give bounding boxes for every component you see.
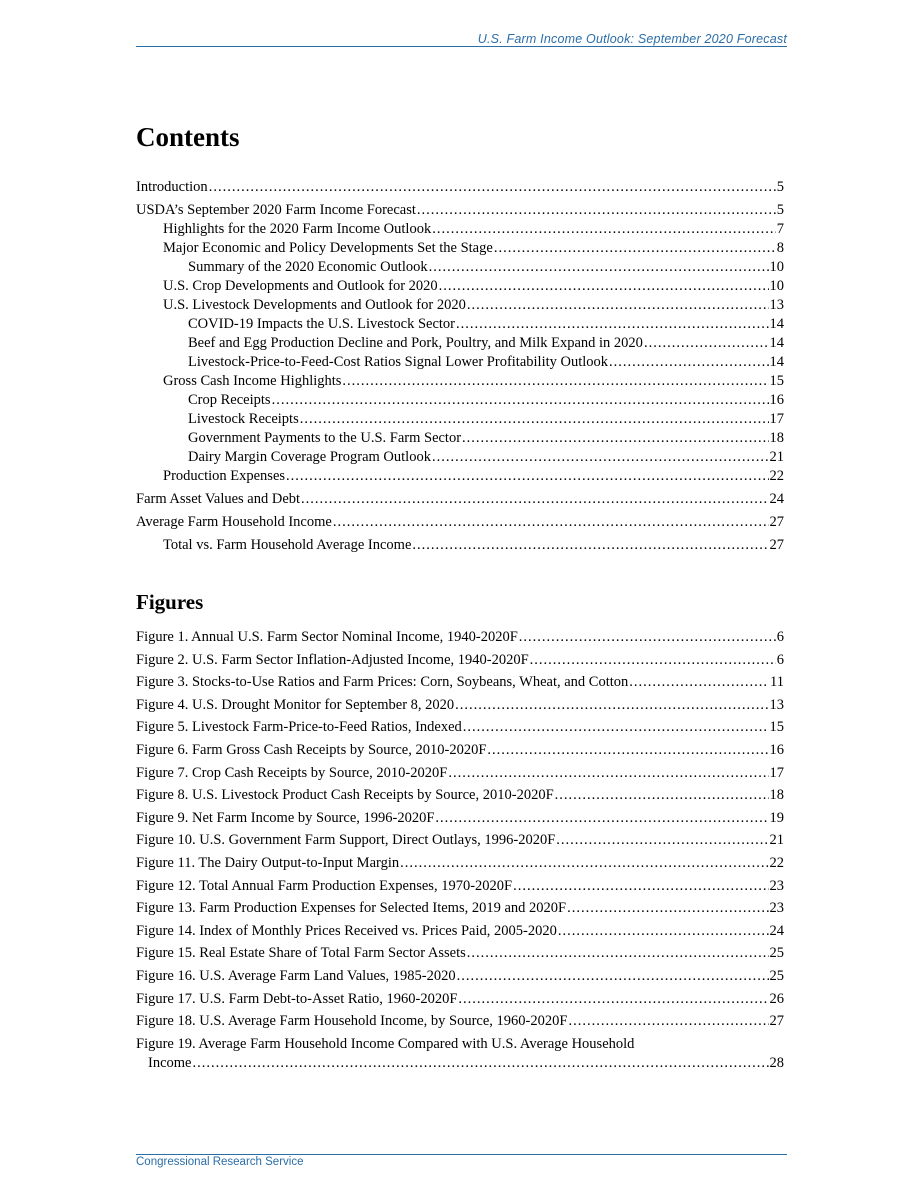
leader-dots (530, 651, 776, 670)
contents-heading: Contents (136, 122, 240, 152)
toc-entry-label: Crop Receipts (188, 392, 271, 408)
toc-entry-label: Livestock-Price-to-Feed-Cost Ratios Signal Lower Profitability Outlook (188, 354, 609, 370)
toc-page-number: 15 (769, 373, 784, 389)
toc-entry-label: Figure 16. U.S. Average Farm Land Values, 1985-2020 (136, 967, 456, 984)
leader-dots (457, 967, 769, 986)
leader-dots (412, 536, 768, 555)
toc-page-number: 14 (769, 354, 784, 370)
toc-page-number: 5 (776, 202, 784, 218)
toc-entry-label: Figure 7. Crop Cash Receipts by Source, 2010-2020F (136, 764, 448, 781)
toc-entry-label: Production Expenses (163, 468, 286, 484)
toc-entry-label: Figure 5. Livestock Farm-Price-to-Feed Ratios, Indexed (136, 719, 462, 736)
toc-page-number: 10 (769, 278, 784, 294)
toc-page-number: 26 (769, 990, 784, 1007)
toc-page-number: 25 (769, 945, 784, 962)
toc-page-number: 28 (769, 1054, 784, 1071)
toc-contents-entry[interactable] (136, 296, 784, 315)
toc-entry-label: COVID-19 Impacts the U.S. Livestock Sector (188, 316, 455, 332)
toc-entry-label: U.S. Livestock Developments and Outlook for 2020 (163, 297, 466, 313)
toc-figures-entry[interactable] (136, 741, 784, 760)
leader-dots (400, 854, 768, 873)
toc-contents-entry[interactable] (136, 178, 784, 197)
toc-page-number: 24 (769, 491, 784, 507)
toc-entry-label: Figure 17. U.S. Farm Debt-to-Asset Ratio, 1960-2020F (136, 990, 458, 1007)
leader-dots (192, 1054, 768, 1073)
toc-figures-entry[interactable] (136, 651, 784, 670)
leader-dots (286, 467, 768, 486)
toc-page-number: 17 (769, 764, 784, 781)
leader-dots (558, 922, 769, 941)
leader-dots (556, 831, 768, 850)
toc-entry-label: Summary of the 2020 Economic Outlook (188, 259, 428, 275)
toc-entry-label: Dairy Margin Coverage Program Outlook (188, 449, 431, 465)
toc-entry-label: Figure 9. Net Farm Income by Source, 1996-2020F (136, 809, 435, 826)
toc-figures-entry[interactable] (136, 967, 784, 986)
toc-contents-entry[interactable] (136, 467, 784, 486)
toc-page-number: 22 (769, 854, 784, 871)
toc-contents-entry[interactable] (136, 410, 784, 429)
toc-figures-entry[interactable] (136, 831, 784, 850)
toc-page-number: 5 (776, 179, 784, 195)
toc-figures-entry[interactable] (136, 673, 784, 692)
toc-figures-entry[interactable] (136, 854, 784, 873)
toc-page-number: 27 (769, 537, 784, 553)
toc-contents-entry[interactable] (136, 448, 784, 467)
leader-dots (567, 899, 768, 918)
toc-entry-label: Figure 6. Farm Gross Cash Receipts by Source, 2010-2020F (136, 741, 487, 758)
toc-figures-entry[interactable] (136, 696, 784, 715)
footer-source: Congressional Research Service (136, 1156, 304, 1168)
toc-figures-entry[interactable] (136, 718, 784, 737)
contents-list (136, 174, 784, 555)
toc-contents-entry[interactable] (136, 201, 784, 220)
toc-page-number: 14 (769, 335, 784, 351)
toc-page-number: 15 (769, 719, 784, 736)
toc-entry-label: Livestock Receipts (188, 411, 299, 427)
toc-page-number: 6 (776, 629, 784, 645)
toc-entry-label: Farm Asset Values and Debt (136, 491, 301, 507)
toc-figures-entry[interactable] (136, 1012, 784, 1031)
leader-dots (333, 513, 769, 532)
toc-figure-label-line2: Income (148, 1054, 192, 1071)
leader-dots (462, 429, 768, 448)
toc-page-number: 25 (769, 967, 784, 984)
toc-entry-label: Figure 4. U.S. Drought Monitor for September 8, 2020 (136, 696, 455, 713)
toc-contents-entry[interactable] (136, 490, 784, 509)
toc-entry-label: Gross Cash Income Highlights (163, 373, 342, 389)
leader-dots (555, 786, 769, 805)
leader-dots (272, 391, 769, 410)
toc-page-number: 21 (769, 832, 784, 849)
toc-entry-label: Figure 14. Index of Monthly Prices Received vs. Prices Paid, 2005-2020 (136, 922, 557, 939)
header-rule (136, 46, 787, 47)
toc-entry-label: U.S. Crop Developments and Outlook for 2020 (163, 278, 438, 294)
toc-page-number: 17 (769, 411, 784, 427)
leader-dots (467, 296, 769, 315)
toc-entry-label: USDA’s September 2020 Farm Income Forecast (136, 202, 416, 218)
leader-dots (487, 741, 768, 760)
toc-entry-label: Figure 15. Real Estate Share of Total Farm Sector Assets (136, 945, 466, 962)
leader-dots (435, 809, 768, 828)
toc-contents-entry[interactable] (136, 372, 784, 391)
toc-page-number: 10 (769, 259, 784, 275)
leader-dots (301, 490, 768, 509)
leader-dots (463, 718, 769, 737)
toc-figures-entry[interactable] (136, 877, 784, 896)
toc-contents-entry[interactable] (136, 353, 784, 372)
toc-page-number: 13 (769, 696, 784, 713)
toc-page-number: 8 (776, 240, 784, 256)
toc-figures-entry[interactable] (136, 809, 784, 828)
leader-dots (342, 372, 768, 391)
leader-dots (519, 628, 776, 647)
toc-page-number: 27 (769, 514, 784, 530)
toc-page-number: 13 (769, 297, 784, 313)
toc-entry-label: Figure 2. U.S. Farm Sector Inflation-Adjusted Income, 1940-2020F (136, 651, 529, 668)
leader-dots (429, 258, 769, 277)
toc-entry-label: Figure 3. Stocks-to-Use Ratios and Farm Prices: Corn, Soybeans, Wheat, and Cotton (136, 674, 629, 691)
figures-list (136, 628, 784, 1076)
leader-dots (417, 201, 776, 220)
toc-entry-label: Figure 10. U.S. Government Farm Support, Direct Outlays, 1996-2020F (136, 832, 556, 849)
leader-dots (513, 877, 768, 896)
toc-entry-label: Figure 18. U.S. Average Farm Household Income, by Source, 1960-2020F (136, 1013, 568, 1030)
running-header: U.S. Farm Income Outlook: September 2020 Forecast (477, 32, 787, 46)
toc-entry-label: Figure 8. U.S. Livestock Product Cash Receipts by Source, 2010-2020F (136, 787, 554, 804)
leader-dots (609, 353, 768, 372)
toc-figures-entry[interactable] (136, 944, 784, 963)
toc-page-number: 27 (769, 1013, 784, 1030)
toc-entry-label: Major Economic and Policy Developments Set the Stage (163, 240, 493, 256)
toc-page-number: 24 (769, 922, 784, 939)
leader-dots (644, 334, 769, 353)
toc-page-number: 22 (769, 468, 784, 484)
toc-contents-entry[interactable] (136, 334, 784, 353)
toc-figures-entry[interactable] (136, 990, 784, 1009)
toc-contents-entry[interactable] (136, 536, 784, 555)
toc-page-number: 7 (776, 221, 784, 237)
toc-contents-entry[interactable] (136, 258, 784, 277)
toc-figures-entry[interactable] (136, 922, 784, 941)
leader-dots (629, 673, 769, 692)
toc-entry-label: Figure 1. Annual U.S. Farm Sector Nominal Income, 1940-2020F (136, 629, 518, 645)
toc-figures-entry[interactable] (136, 899, 784, 918)
toc-entry-label: Figure 13. Farm Production Expenses for Selected Items, 2019 and 2020F (136, 900, 567, 917)
toc-contents-entry[interactable] (136, 277, 784, 296)
toc-page-number: 14 (769, 316, 784, 332)
footer-rule (136, 1154, 787, 1155)
leader-dots (568, 1012, 768, 1031)
leader-dots (456, 315, 769, 334)
leader-dots (432, 220, 776, 239)
toc-page-number: 18 (769, 787, 784, 804)
toc-page-number: 23 (769, 900, 784, 917)
toc-page-number: 19 (769, 809, 784, 826)
toc-entry-label: Average Farm Household Income (136, 514, 332, 530)
leader-dots (494, 239, 776, 258)
toc-page-number: 6 (776, 651, 784, 668)
toc-figures-entry[interactable] (136, 628, 784, 647)
toc-page-number: 16 (769, 392, 784, 408)
toc-entry-label: Highlights for the 2020 Farm Income Outlook (163, 221, 432, 237)
leader-dots (209, 178, 776, 197)
toc-entry-label: Beef and Egg Production Decline and Pork, Poultry, and Milk Expand in 2020 (188, 335, 643, 351)
leader-dots (439, 277, 769, 296)
toc-page-number: 21 (769, 449, 784, 465)
toc-page-number: 16 (769, 741, 784, 758)
toc-contents-entry[interactable] (136, 315, 784, 334)
leader-dots (455, 696, 768, 715)
toc-figures-entry[interactable] (136, 764, 784, 783)
toc-figure-entry[interactable] (136, 1035, 784, 1073)
toc-entry-label: Total vs. Farm Household Average Income (163, 537, 412, 553)
toc-figure-line2 (136, 1054, 784, 1073)
toc-contents-entry[interactable] (136, 391, 784, 410)
toc-figure-label-line1: Figure 19. Average Farm Household Income Compared with U.S. Average Household (136, 1035, 635, 1052)
leader-dots (458, 990, 768, 1009)
leader-dots (300, 410, 769, 429)
toc-page-number: 23 (769, 877, 784, 894)
toc-entry-label: Government Payments to the U.S. Farm Sector (188, 430, 462, 446)
toc-contents-entry[interactable] (136, 220, 784, 239)
leader-dots (467, 944, 769, 963)
toc-figures-entry[interactable] (136, 786, 784, 805)
leader-dots (448, 764, 768, 783)
toc-contents-entry[interactable] (136, 513, 784, 532)
leader-dots (432, 448, 769, 467)
toc-entry-label: Introduction (136, 179, 208, 195)
figures-heading: Figures (136, 590, 204, 614)
toc-contents-entry[interactable] (136, 429, 784, 448)
toc-entry-label: Figure 12. Total Annual Farm Production Expenses, 1970-2020F (136, 877, 513, 894)
toc-contents-entry[interactable] (136, 239, 784, 258)
toc-page-number: 11 (770, 674, 784, 691)
toc-entry-label: Figure 11. The Dairy Output-to-Input Margin (136, 854, 400, 871)
toc-page-number: 18 (769, 430, 784, 446)
